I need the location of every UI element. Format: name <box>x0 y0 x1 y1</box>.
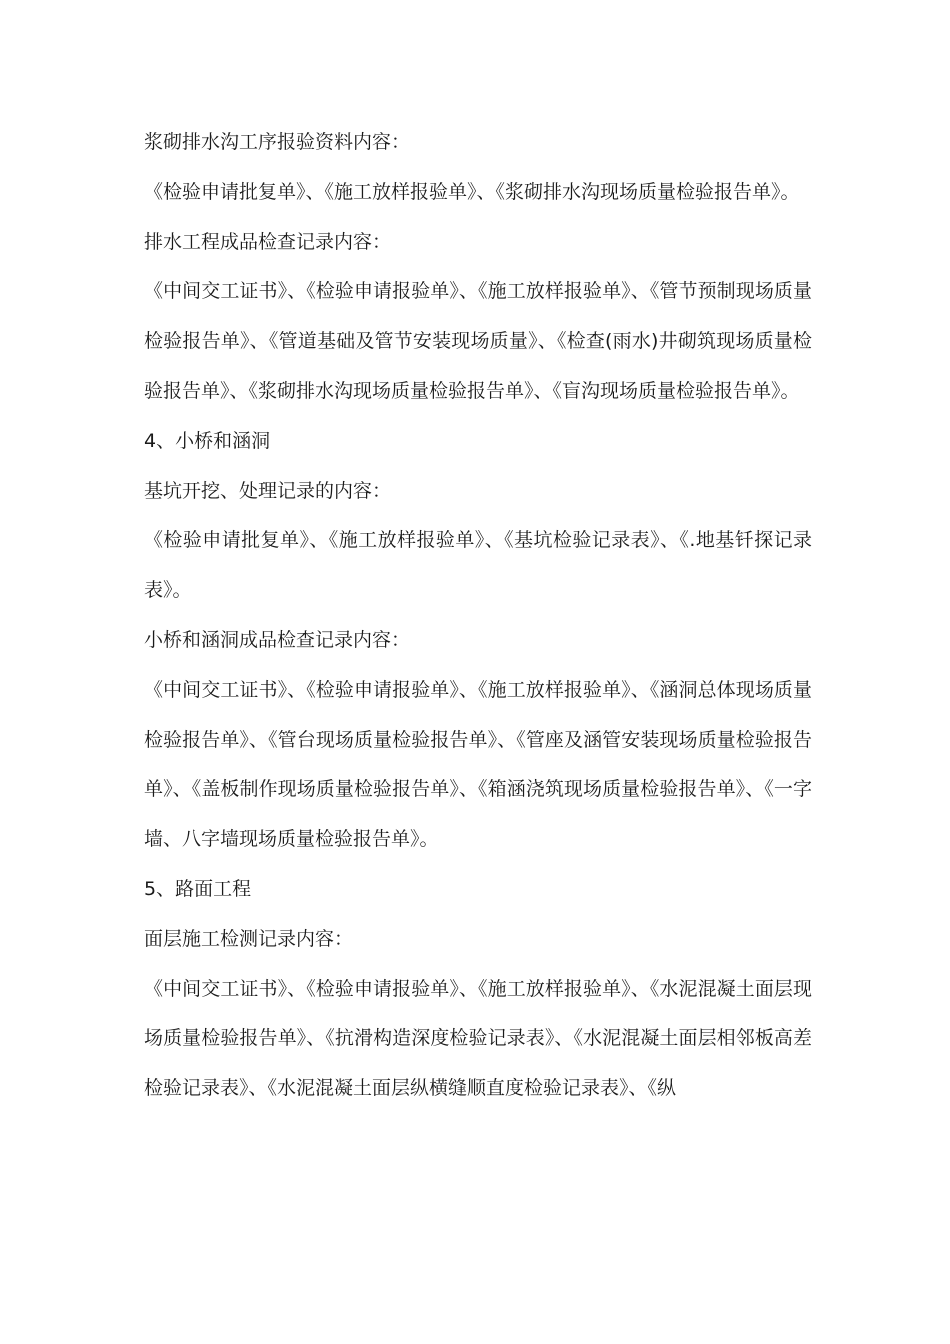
paragraph-heading-pavement: 5、路面工程 <box>144 877 252 900</box>
paragraph-surface-layer-documents: 《中间交工证书》、《检验申请报验单》、《施工放样报验单》、《水泥混凝土面层现场质量检验报告单》、《抗滑构造深度检验记录表》、《水泥混凝土面层相邻板高差检验记录表》、《水泥混凝土面层纵横缝顺直度检验记录表》、《纵 <box>144 977 812 1100</box>
paragraph-section-heading-drainage-inspection: 排水工程成品检查记录内容： <box>144 230 392 253</box>
document-body <box>144 118 812 1114</box>
paragraph-heading-bridges-culverts: 4、小桥和涵洞 <box>144 429 271 452</box>
paragraph-section-heading-drain-ditch: 浆砌排水沟工序报验资料内容： <box>144 131 411 153</box>
paragraph-foundation-pit-documents: 《检验申请批复单》、《施工放样报验单》、《基坑检验记录表》、《.地基钎探记录表》。 <box>144 529 812 602</box>
paragraph-section-heading-foundation-pit: 基坑开挖、处理记录的内容： <box>144 479 392 502</box>
paragraph-section-heading-bridge-inspection: 小桥和涵洞成品检查记录内容： <box>144 628 411 651</box>
paragraph-drain-ditch-documents: 《检验申请批复单》、《施工放样报验单》、《浆砌排水沟现场质量检验报告单》。 <box>144 180 800 203</box>
paragraph-bridge-inspection-documents: 《中间交工证书》、《检验申请报验单》、《施工放样报验单》、《涵洞总体现场质量检验报告单》、《管台现场质量检验报告单》、《管座及涵管安装现场质量检验报告单》、《盖板制作现场质量检验报告单》、《箱涵浇筑现场质量检验报告单》、《一字墙、八字墙现场质量检验报告单》。 <box>144 678 812 851</box>
paragraph-drainage-inspection-documents: 《中间交工证书》、《检验申请报验单》、《施工放样报验单》、《管节预制现场质量检验报告单》、《管道基础及管节安装现场质量》、《检查(雨水)井砌筑现场质量检验报告单》、《浆砌排水沟现场质量检验报告单》、《盲沟现场质量检验报告单》。 <box>144 280 812 402</box>
paragraph-section-heading-surface-layer: 面层施工检测记录内容： <box>144 927 354 950</box>
